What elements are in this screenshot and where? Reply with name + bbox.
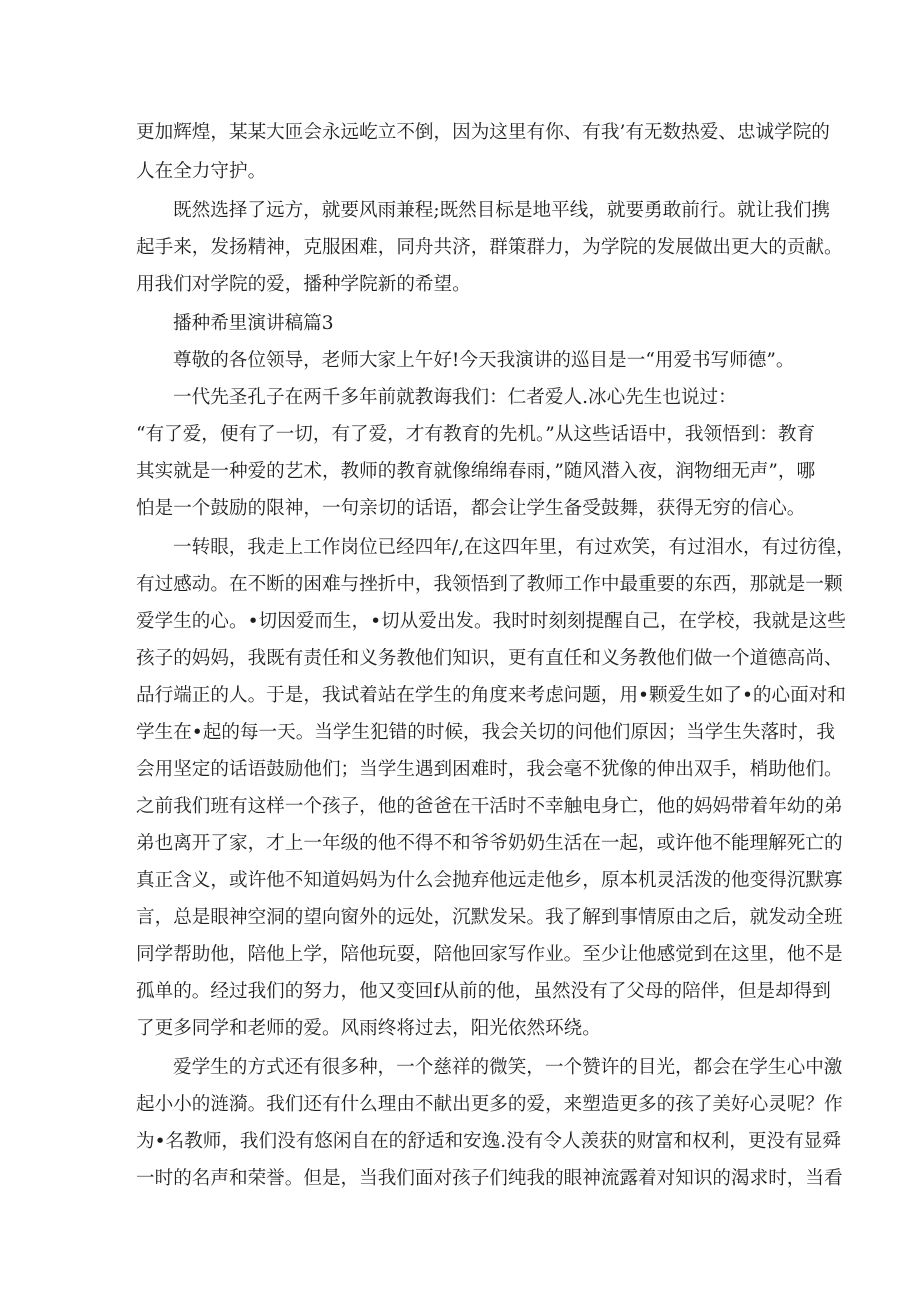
text-line: 真正含义，或许他不知道妈妈为什么会抛弃他远走他乡，原本机灵活泼的他变得沉默寡 <box>136 870 843 891</box>
section-heading: 播种希里演讲稿篇3 <box>173 313 334 334</box>
text-line: 起手来，发扬精神，克服困难，同舟共济，群策群力，为学院的发展做出更大的贡献。 <box>136 237 843 258</box>
text-line: 既然选择了远方，就要风雨兼程;既然目标是地平线，就要勇敢前行。就让我们携 <box>173 200 831 221</box>
text-line: 尊敬的各位领导，老师大家上午好!今天我演讲的巡目是一“用爱书写师德”。 <box>173 350 795 371</box>
text-line: 会用坚定的话语鼓励他们；当学生遇到困难时，我会毫不犹像的伸出双手，梢助他们。 <box>136 759 843 780</box>
text-line: 怕是一个鼓励的限神，一句亲切的话语，都会让学生备受鼓舞，获得无穷的信心。 <box>136 498 806 519</box>
text-line: 爱学生的心。•切因爱而生，•切从爱出发。我时时刻刻提醒自己，在学校，我就是这些 <box>136 611 846 632</box>
text-line: 起小小的涟漪。我们还有什么理由不献出更多的爱，来塑造更多的孩了美好心灵呢？作 <box>136 1094 843 1115</box>
text-line: 同学帮助他，陪他上学，陪他玩耍，陪他回家写作业。至少让他感觉到在这里，他不是 <box>136 944 843 965</box>
text-line: 言，总是眼神空洞的望向窗外的远处，沉默发呆。我了解到事情原由之后，就发动全班 <box>136 907 843 928</box>
text-line: 爱学生的方式还有很多种，一个慈祥的微笑，一个赞许的目光，都会在学生心中激 <box>173 1057 843 1078</box>
text-line: 一代先圣孔子在两千多年前就教诲我们：仁者爱人.冰心先生也说过： <box>173 387 737 408</box>
text-line: 其实就是一种爱的艺术，教师的教育就像绵绵春雨，”随风潜入夜，润物细无声”，哪 <box>136 461 816 482</box>
text-line: 有过感动。在不断的困难与挫折中，我领悟到了教师工作中最重要的东西，那就是一颗 <box>136 574 843 595</box>
text-line: 人在全力守护。 <box>136 161 267 182</box>
text-line: 弟也离开了家，才上一年级的他不得不和爷爷奶奶生活在一起，或许他不能理解死亡的 <box>136 833 843 854</box>
text-line: 之前我们班有这样一个孩子，他的爸爸在干活时不幸触电身亡，他的妈妈带着年幼的弟 <box>136 796 843 817</box>
text-line: 孩子的妈妈，我既有责任和义务教他们知识，更有直任和义务教他们做一个道德高尚、 <box>136 648 843 669</box>
text-line: 更加辉煌，某某大匝会永远屹立不倒，因为这里有你、有我’有无数热爱、忠诚学院的 <box>136 122 830 143</box>
text-line: 一时的名声和荣誉。但是，当我们面对孩子们纯我的眼神流露着对知识的渴求时，当看 <box>136 1168 843 1189</box>
text-line: 孤单的。经过我们的努力，他又变回f从前的他，虽然没有了父母的陪伴，但是却得到 <box>136 981 831 1002</box>
text-line: 学生在•起的每一天。当学生犯错的时候，我会关切的问他们原因；当学生失落时，我 <box>136 722 835 743</box>
text-line: 品行端正的人。于是，我试着站在学生的角度来考虑问题，用•颗爱生如了•的心面对和 <box>136 685 846 706</box>
text-line: 用我们对学院的爱，播种学院新的希望。 <box>136 274 471 295</box>
text-line: 为•名教师，我们没有悠闲自在的舒适和安逸.没有令人羡获的财富和权利，更没有显舜 <box>136 1131 841 1152</box>
text-line: 了更多同学和老师的爱。风雨终将过去，阳光依然环绕。 <box>136 1018 601 1039</box>
text-line: 一转眼，我走上工作岗位已经四年/,在这四年里，有过欢笑，有过泪水，有过彷徨， <box>173 537 855 558</box>
text-line: “有了爱，便有了一切，有了爱，才有教育的先机。”从这些话语中，我领悟到：教育 <box>136 424 816 445</box>
